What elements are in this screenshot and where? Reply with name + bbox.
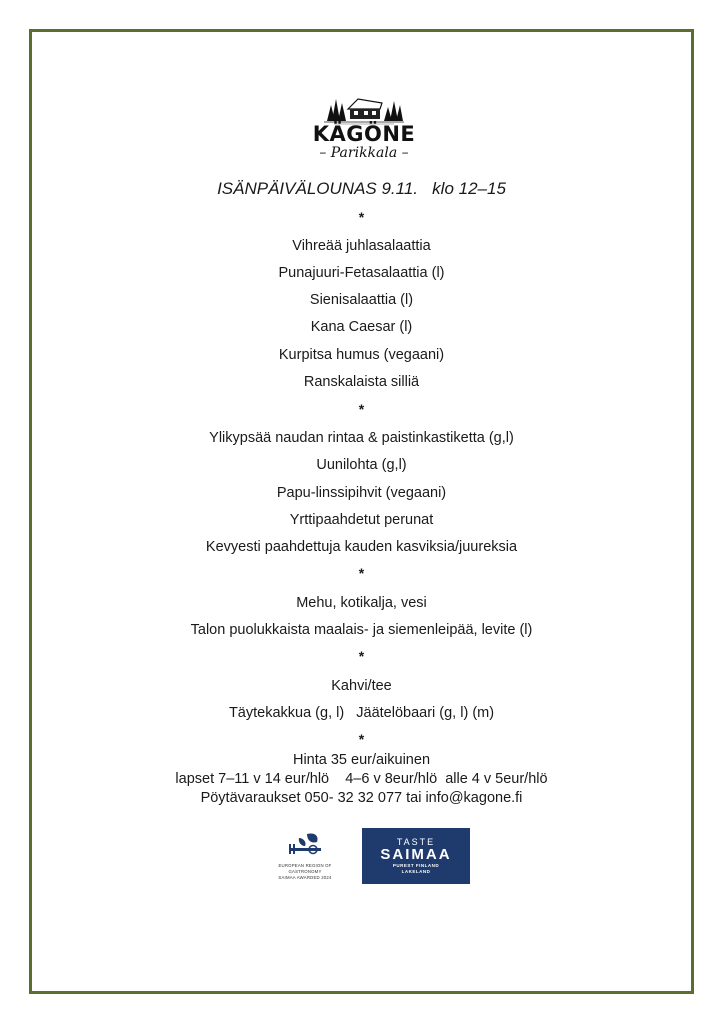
menu-item: Uunilohta (g,l): [316, 457, 407, 473]
menu-item: Täytekakkua (g, l) Jäätelöbaari (g, l) (m): [228, 705, 495, 721]
price-adult: Hinta 35 eur/aikuinen: [292, 752, 431, 768]
separator: *: [358, 565, 365, 581]
taste-line4: LAKELAND: [401, 869, 431, 874]
taste-line3: PUREST FINLAND: [392, 863, 440, 868]
taste-saimaa-logo: [362, 828, 470, 884]
fork-leaf-icon: [285, 832, 325, 858]
separator: *: [358, 731, 365, 747]
taste-line2: SAIMAA: [380, 846, 452, 863]
menu-item: Yrttipaahdetut perunat: [289, 512, 434, 528]
menu-item: Talon puolukkaista maalais- ja siemenleipää, levite (l): [190, 622, 533, 638]
brand-name: KÄGÖNE: [312, 122, 416, 146]
cabin-trees-icon: [324, 93, 404, 125]
kagone-logo: [300, 93, 428, 169]
european-region-gastronomy-logo: [262, 832, 348, 881]
menu-item: Papu-linssipihvit (vegaani): [276, 485, 447, 501]
taste-line1: TASTE: [396, 837, 436, 847]
separator: *: [358, 209, 365, 225]
separator: *: [358, 401, 365, 417]
menu-item: Vihreää juhlasalaattia: [292, 238, 431, 254]
egr-line2: SAIMAA AWARDED 2024: [278, 875, 332, 880]
egr-line1: EUROPEAN REGION OF GASTRONOMY: [278, 863, 332, 874]
brand-location: – Parikkala –: [319, 145, 409, 161]
menu-item: Kana Caesar (l): [310, 319, 413, 335]
menu-item: Kevyesti paahdettuja kauden kasviksia/juureksia: [205, 539, 518, 555]
menu-item: Mehu, kotikalja, vesi: [296, 595, 427, 611]
footer-logos: [262, 826, 472, 886]
menu-item: Ylikypsää naudan rintaa & paistinkastiketta (g,l): [209, 430, 514, 446]
menu-item: Sienisalaattia (l): [309, 292, 414, 308]
menu-item: Punajuuri-Fetasalaattia (l): [278, 265, 445, 281]
menu-item: Kurpitsa humus (vegaani): [278, 347, 445, 363]
reservations: Pöytävaraukset 050- 32 32 077 tai info@kagone.fi: [200, 790, 523, 806]
menu-title: ISÄNPÄIVÄLOUNAS 9.11. klo 12–15: [217, 179, 506, 198]
separator: *: [358, 648, 365, 664]
price-children: lapset 7–11 v 14 eur/hlö 4–6 v 8eur/hlö alle 4 v 5eur/hlö: [175, 771, 548, 787]
menu-item: Kahvi/tee: [331, 678, 392, 694]
menu-item: Ranskalaista silliä: [303, 374, 420, 390]
